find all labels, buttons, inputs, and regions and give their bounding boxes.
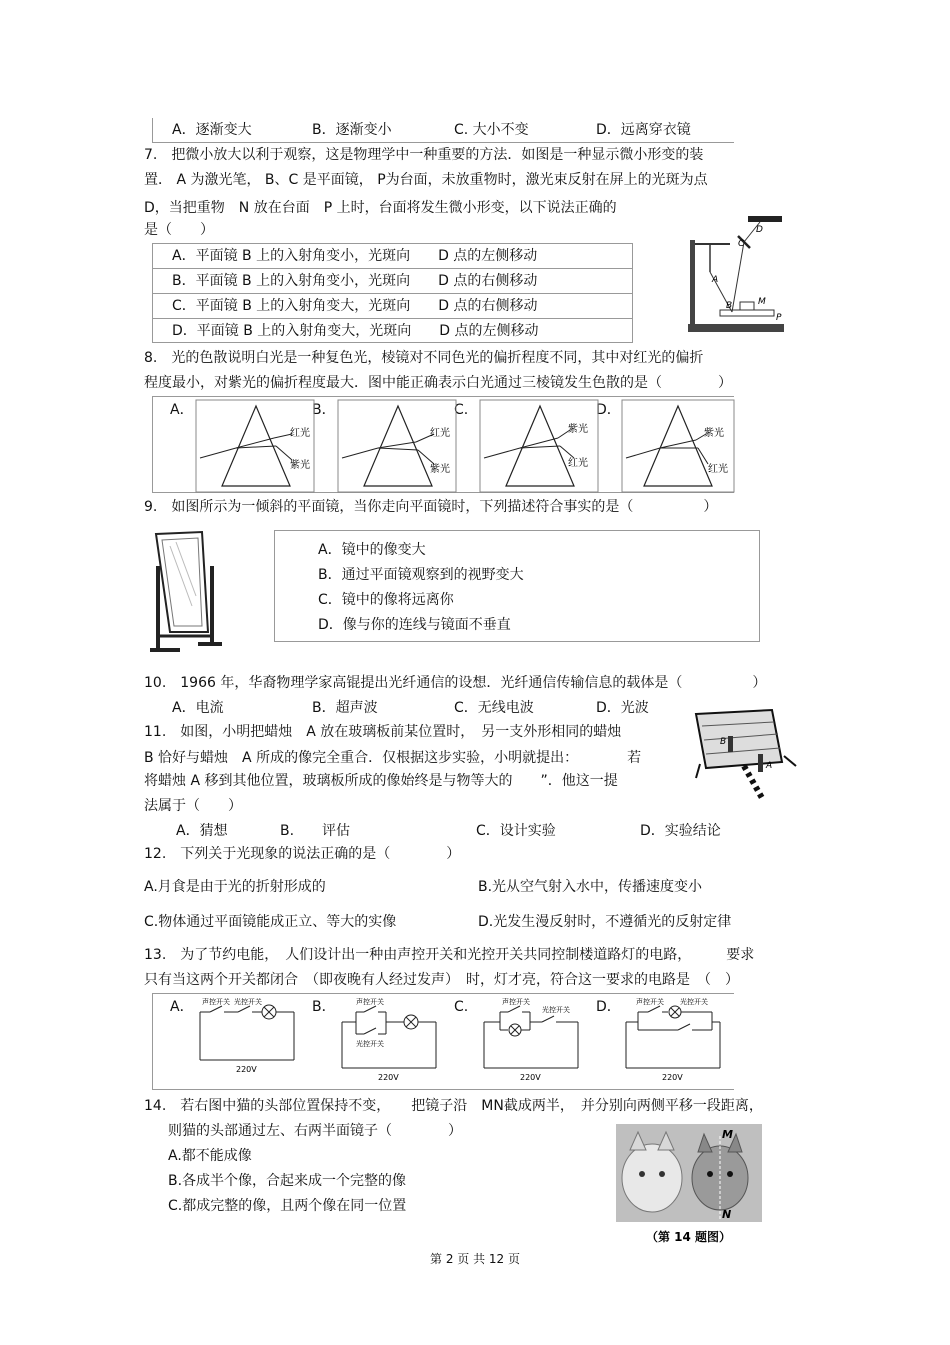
svg-text:光控开关: 光控开关: [680, 998, 708, 1006]
q7-table-divider-1: [152, 268, 633, 269]
svg-text:M: M: [758, 297, 766, 307]
q8-prism-figure-d: [622, 400, 734, 492]
q14-cat-mirror-figure: [616, 1124, 762, 1248]
q14-option-b: B.各成半个像，合起来成一个完整的像: [168, 1173, 407, 1189]
page-number-footer: 第 2 页 共 12 页: [430, 1252, 520, 1266]
q14-option-a: A.都不能成像: [168, 1148, 252, 1164]
svg-text:D: D: [756, 225, 763, 235]
q7-stem-line-2: 置． A 为激光笔， B、C 是平面镜， P为台面，未放重物时，激光束反射在屏上的光斑为点: [144, 172, 708, 188]
q7-option-a: A．平面镜 B 上的入射角变小，光斑向 D 点的左侧移动: [172, 248, 538, 264]
svg-text:B: B: [720, 737, 727, 747]
q7-option-c: C．平面镜 B 上的入射角变大，光斑向 D 点的右侧移动: [172, 298, 538, 314]
svg-text:光控开关: 光控开关: [356, 1040, 384, 1048]
q9-option-c: C．镜中的像将远离你: [318, 592, 454, 608]
q8-stem-line-1: 8. 光的色散说明白光是一种复色光，棱镜对不同色光的偏折程度不同，其中对红光的偏折: [144, 350, 704, 366]
svg-text:红光: 红光: [290, 428, 310, 439]
svg-text:紫光: 紫光: [704, 428, 724, 439]
svg-text:紫光: 紫光: [568, 424, 588, 435]
svg-text:声控开关: 声控开关: [636, 998, 664, 1006]
q13-stem-line-2: 只有当这两个开关都闭合 （即夜晚有人经过发声） 时，灯才亮，符合这一要求的电路是 （ ）: [144, 972, 739, 988]
q14-stem-line-1: 14. 若右图中猫的头部位置保持不变， 把镜子沿 MN截成两半， 并分别向两侧平移一段距离，: [144, 1098, 763, 1114]
svg-text:A: A: [712, 275, 719, 285]
q10-option-d: D．光波: [596, 700, 649, 716]
svg-text:红光: 红光: [430, 428, 450, 439]
q7-laser-apparatus-figure: [688, 212, 784, 332]
q13-panel-b-letter: B．: [312, 999, 336, 1015]
q11-option-b: B. 评估: [280, 823, 351, 839]
q8-prism-figure-a: [196, 400, 314, 492]
q11-option-d: D．实验结论: [640, 823, 721, 839]
q11-option-a: A．猜想: [176, 823, 228, 839]
q6-row-left-border: [152, 118, 153, 142]
q6-option-a: A．逐渐变大: [172, 122, 252, 138]
q8-panel-c-letter: C.: [454, 402, 469, 418]
svg-text:声控开关: 声控开关: [502, 998, 530, 1006]
q11-stem-line-3: 将蜡烛 A 移到其他位置，玻璃板所成的像始终是与物等大的 ”．他这一提: [144, 773, 618, 789]
q10-option-c: C．无线电波: [454, 700, 534, 716]
q6-option-d: D．远离穿衣镜: [596, 122, 691, 138]
q13-panel-a-letter: A．: [170, 999, 194, 1015]
q13-panel-d-letter: D．: [596, 999, 621, 1015]
svg-text:光控开关: 光控开关: [542, 1006, 570, 1014]
q11-stem-line-2: B 恰好与蜡烛 A 所成的像完全重合．仅根据这步实验，小明就提出： 若: [144, 750, 642, 766]
q9-stem: 9. 如图所示为一倾斜的平面镜，当你走向平面镜时，下列描述符合事实的是（ ）: [144, 499, 718, 515]
svg-text:M: M: [722, 1128, 733, 1141]
q12-stem: 12. 下列关于光现象的说法正确的是（ ）: [144, 846, 461, 862]
q11-stem-line-4: 法属于（ ）: [144, 798, 242, 814]
q6-option-b: B．逐渐变小: [312, 122, 392, 138]
svg-text:N: N: [722, 1208, 732, 1221]
svg-text:紫光: 紫光: [290, 460, 310, 471]
svg-text:220V: 220V: [520, 1073, 541, 1082]
q8-stem-line-2: 程度最小，对紫光的偏折程度最大．图中能正确表示白光通过三棱镜发生色散的是（ ）: [144, 375, 732, 391]
q13-row-bottom-border: [152, 1089, 734, 1090]
q11-stem-line-1: 11. 如图，小明把蜡烛 A 放在玻璃板前某位置时， 另一支外形相同的蜡烛: [144, 724, 622, 740]
q13-stem-line-1: 13. 为了节约电能， 人们设计出一种由声控开关和光控开关共同控制楼道路灯的电路， 要求: [144, 947, 755, 963]
q11-candle-glass-figure: [692, 704, 798, 800]
q7-option-d: D．平面镜 B 上的入射角变大，光斑向 D 点的左侧移动: [172, 323, 539, 339]
q8-panel-d-letter: D．: [596, 402, 621, 418]
q7-option-b: B．平面镜 B 上的入射角变小，光斑向 D 点的右侧移动: [172, 273, 538, 289]
q8-panel-b-letter: B．: [312, 402, 336, 418]
q13-circuit-figure-b: [338, 996, 442, 1086]
svg-text:声控开关: 声控开关: [202, 998, 230, 1006]
svg-text:声控开关: 声控开关: [356, 998, 384, 1006]
q9-tilted-mirror-figure: [150, 526, 230, 656]
q9-option-b: B．通过平面镜观察到的视野变大: [318, 567, 524, 583]
q13-row-left-border: [152, 993, 153, 1089]
q13-circuit-figure-a: [196, 996, 300, 1086]
q11-option-c: C．设计实验: [476, 823, 556, 839]
svg-text:P: P: [776, 313, 782, 323]
svg-text:220V: 220V: [662, 1073, 683, 1082]
q7-stem-line-1: 7. 把微小放大以利于观察，这是物理学中一种重要的方法．如图是一种显示微小形变的装: [144, 147, 704, 163]
q14-stem-line-2: 则猫的头部通过左、右两半面镜子（ ）: [168, 1123, 462, 1139]
svg-text:220V: 220V: [236, 1065, 257, 1074]
q12-option-b: B.光从空气射入水中，传播速度变小: [478, 879, 703, 895]
q6-row-bottom-border: [152, 142, 734, 143]
svg-text:红光: 红光: [708, 464, 728, 475]
svg-text:光控开关: 光控开关: [234, 998, 262, 1006]
q13-circuit-figure-c: [480, 996, 584, 1086]
q7-table-divider-2: [152, 293, 633, 294]
q8-row-top-border: [152, 396, 734, 397]
q7-stem-line-3: D，当把重物 N 放在台面 P 上时，台面将发生微小形变，以下说法正确的: [144, 200, 617, 216]
q7-stem-line-4: 是（ ）: [144, 222, 214, 238]
q13-panel-c-letter: C.: [454, 999, 469, 1015]
q9-option-a: A．镜中的像变大: [318, 542, 426, 558]
q8-panel-a-letter: A．: [170, 402, 194, 418]
q8-prism-figure-b: [338, 400, 456, 492]
q10-option-b: B．超声波: [312, 700, 378, 716]
q13-row-top-border: [152, 993, 734, 994]
q12-option-a: A.月食是由于光的折射形成的: [144, 879, 326, 895]
q6-option-c: C. 大小不变: [454, 122, 529, 138]
svg-text:220V: 220V: [378, 1073, 399, 1082]
q12-option-c: C.物体通过平面镜能成正立、等大的实像: [144, 914, 397, 930]
q8-row-left-border: [152, 396, 153, 492]
q10-option-a: A．电流: [172, 700, 224, 716]
svg-text:紫光: 紫光: [430, 464, 450, 475]
q13-circuit-figure-d: [622, 996, 726, 1086]
svg-text:B: B: [726, 301, 733, 311]
svg-text:C: C: [738, 239, 745, 249]
q10-stem: 10. 1966 年，华裔物理学家高锟提出光纤通信的设想．光纤通信传输信息的载体是（ ）: [144, 675, 767, 691]
svg-text:A: A: [766, 761, 773, 771]
q12-option-d: D.光发生漫反射时，不遵循光的反射定律: [478, 914, 732, 930]
svg-text:（第 14 题图）: （第 14 题图）: [646, 1230, 732, 1244]
q9-option-d: D．像与你的连线与镜面不垂直: [318, 617, 511, 633]
q7-table-divider-3: [152, 318, 633, 319]
q8-prism-figure-c: [480, 400, 598, 492]
q14-option-c: C.都成完整的像，且两个像在同一位置: [168, 1198, 407, 1214]
svg-text:红光: 红光: [568, 458, 588, 469]
